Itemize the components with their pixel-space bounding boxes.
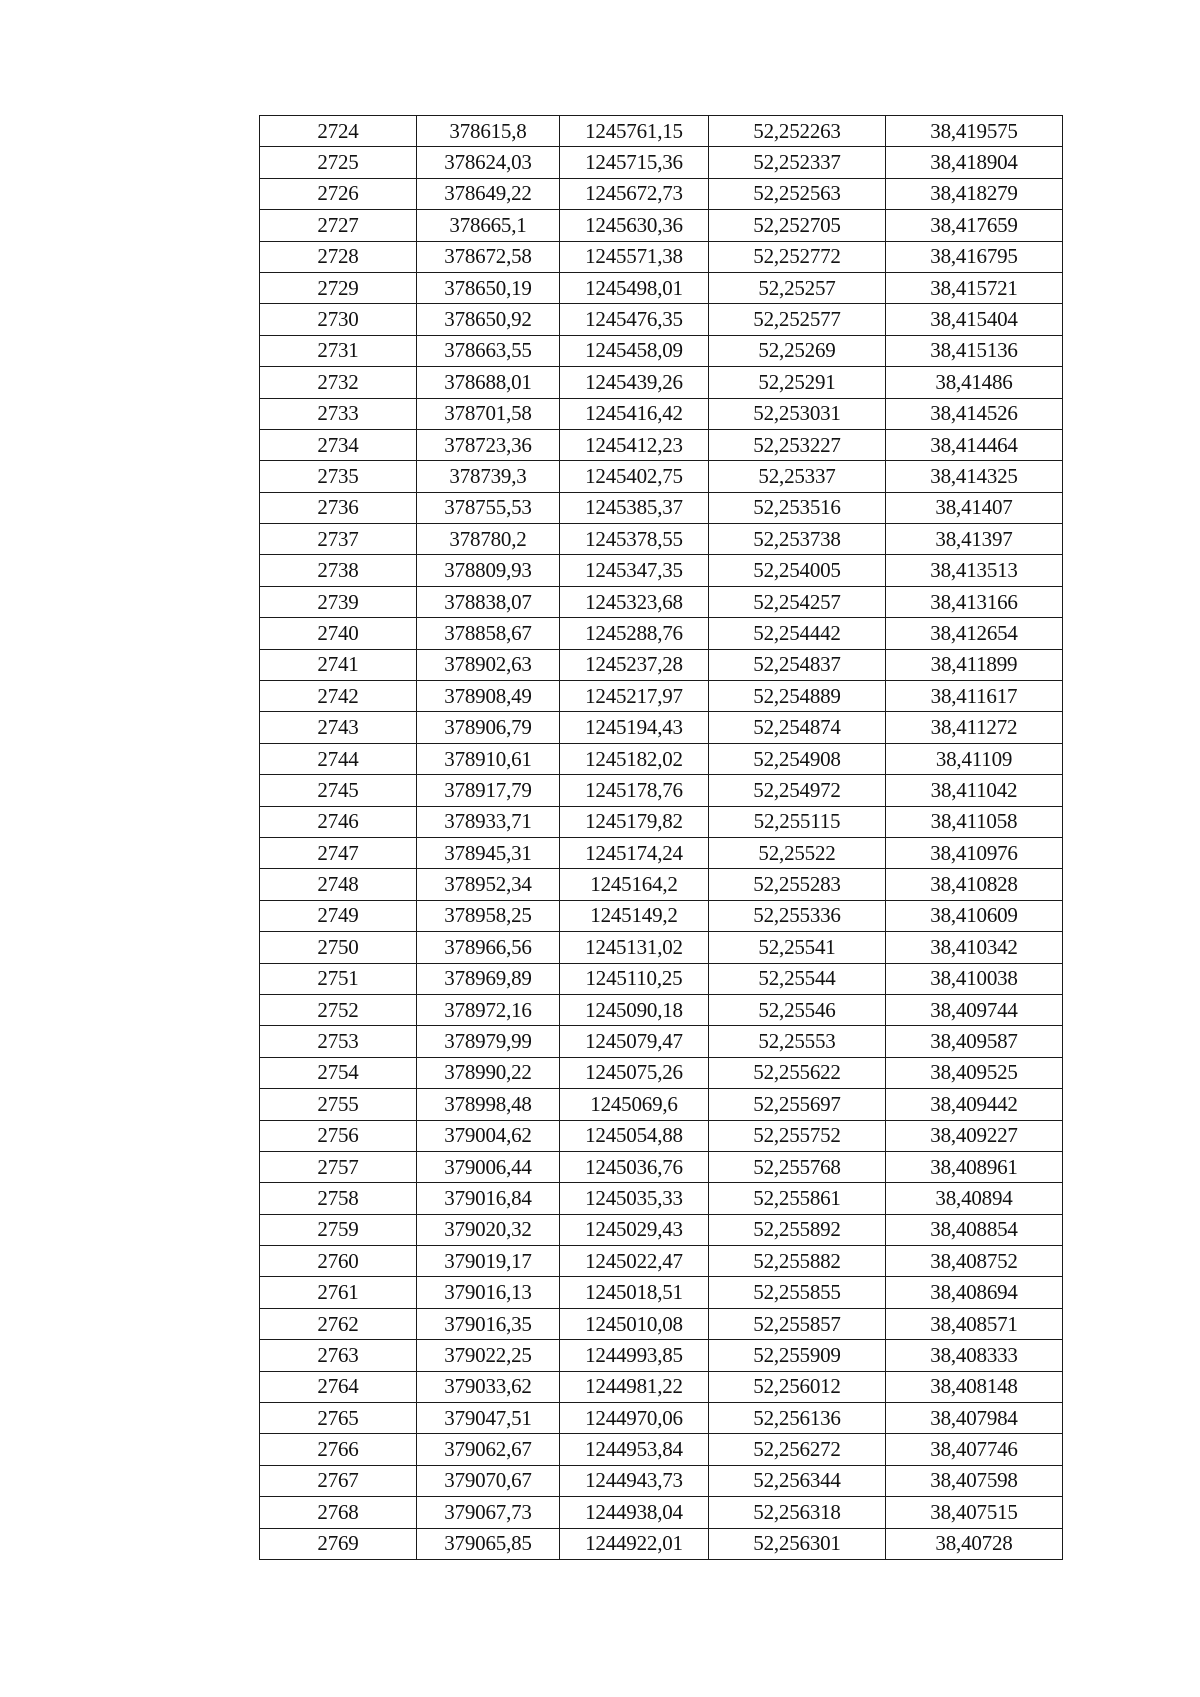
y-coordinate-cell: 1244993,85 (560, 1340, 709, 1371)
x-coordinate-cell: 378972,16 (417, 994, 560, 1025)
table-row (260, 963, 1063, 994)
point-number-cell: 2731 (260, 335, 417, 366)
table-row (260, 1246, 1063, 1277)
longitude-cell: 38,408148 (886, 1371, 1063, 1402)
table-row (260, 1465, 1063, 1496)
table-row (260, 1308, 1063, 1339)
latitude-cell: 52,253516 (709, 492, 886, 523)
x-coordinate-cell: 379047,51 (417, 1403, 560, 1434)
y-coordinate-cell: 1245458,09 (560, 335, 709, 366)
x-coordinate-cell: 379070,67 (417, 1465, 560, 1496)
y-coordinate-cell: 1245035,33 (560, 1183, 709, 1214)
point-number-cell: 2760 (260, 1246, 417, 1277)
y-coordinate-cell: 1245174,24 (560, 837, 709, 868)
latitude-cell: 52,254837 (709, 649, 886, 680)
longitude-cell: 38,408752 (886, 1246, 1063, 1277)
table-row (260, 178, 1063, 209)
longitude-cell: 38,408961 (886, 1151, 1063, 1182)
y-coordinate-cell: 1245079,47 (560, 1026, 709, 1057)
latitude-cell: 52,255752 (709, 1120, 886, 1151)
latitude-cell: 52,255861 (709, 1183, 886, 1214)
table-row (260, 994, 1063, 1025)
x-coordinate-cell: 379022,25 (417, 1340, 560, 1371)
x-coordinate-cell: 378990,22 (417, 1057, 560, 1088)
point-number-cell: 2735 (260, 461, 417, 492)
x-coordinate-cell: 378723,36 (417, 429, 560, 460)
point-number-cell: 2749 (260, 900, 417, 931)
longitude-cell: 38,411058 (886, 806, 1063, 837)
table-row (260, 1403, 1063, 1434)
point-number-cell: 2729 (260, 272, 417, 303)
point-number-cell: 2767 (260, 1465, 417, 1496)
latitude-cell: 52,25337 (709, 461, 886, 492)
point-number-cell: 2734 (260, 429, 417, 460)
y-coordinate-cell: 1245029,43 (560, 1214, 709, 1245)
latitude-cell: 52,256272 (709, 1434, 886, 1465)
latitude-cell: 52,254005 (709, 555, 886, 586)
latitude-cell: 52,25257 (709, 272, 886, 303)
point-number-cell: 2757 (260, 1151, 417, 1182)
table-row (260, 618, 1063, 649)
longitude-cell: 38,407515 (886, 1497, 1063, 1528)
x-coordinate-cell: 378755,53 (417, 492, 560, 523)
y-coordinate-cell: 1245179,82 (560, 806, 709, 837)
x-coordinate-cell: 378624,03 (417, 147, 560, 178)
y-coordinate-cell: 1245018,51 (560, 1277, 709, 1308)
point-number-cell: 2742 (260, 681, 417, 712)
latitude-cell: 52,255882 (709, 1246, 886, 1277)
table-row (260, 806, 1063, 837)
table-row (260, 649, 1063, 680)
table-row (260, 586, 1063, 617)
latitude-cell: 52,252563 (709, 178, 886, 209)
y-coordinate-cell: 1245164,2 (560, 869, 709, 900)
point-number-cell: 2769 (260, 1528, 417, 1559)
table-row (260, 869, 1063, 900)
point-number-cell: 2762 (260, 1308, 417, 1339)
x-coordinate-cell: 378858,67 (417, 618, 560, 649)
x-coordinate-cell: 378917,79 (417, 775, 560, 806)
y-coordinate-cell: 1245288,76 (560, 618, 709, 649)
table-row (260, 775, 1063, 806)
table-row (260, 1340, 1063, 1371)
longitude-cell: 38,409587 (886, 1026, 1063, 1057)
table-row (260, 1371, 1063, 1402)
y-coordinate-cell: 1245439,26 (560, 367, 709, 398)
longitude-cell: 38,418904 (886, 147, 1063, 178)
latitude-cell: 52,255115 (709, 806, 886, 837)
longitude-cell: 38,40894 (886, 1183, 1063, 1214)
point-number-cell: 2727 (260, 210, 417, 241)
longitude-cell: 38,412654 (886, 618, 1063, 649)
x-coordinate-cell: 378906,79 (417, 712, 560, 743)
latitude-cell: 52,252772 (709, 241, 886, 272)
longitude-cell: 38,409744 (886, 994, 1063, 1025)
point-number-cell: 2726 (260, 178, 417, 209)
latitude-cell: 52,253031 (709, 398, 886, 429)
latitude-cell: 52,255909 (709, 1340, 886, 1371)
table-row (260, 492, 1063, 523)
y-coordinate-cell: 1244922,01 (560, 1528, 709, 1559)
longitude-cell: 38,407598 (886, 1465, 1063, 1496)
x-coordinate-cell: 378958,25 (417, 900, 560, 931)
point-number-cell: 2743 (260, 712, 417, 743)
x-coordinate-cell: 379062,67 (417, 1434, 560, 1465)
latitude-cell: 52,255857 (709, 1308, 886, 1339)
longitude-cell: 38,410828 (886, 869, 1063, 900)
table-row (260, 1026, 1063, 1057)
point-number-cell: 2736 (260, 492, 417, 523)
latitude-cell: 52,255622 (709, 1057, 886, 1088)
point-number-cell: 2759 (260, 1214, 417, 1245)
y-coordinate-cell: 1244943,73 (560, 1465, 709, 1496)
y-coordinate-cell: 1245149,2 (560, 900, 709, 931)
longitude-cell: 38,409227 (886, 1120, 1063, 1151)
x-coordinate-cell: 378615,8 (417, 116, 560, 147)
y-coordinate-cell: 1245498,01 (560, 272, 709, 303)
y-coordinate-cell: 1245182,02 (560, 743, 709, 774)
longitude-cell: 38,410609 (886, 900, 1063, 931)
table-row (260, 304, 1063, 335)
latitude-cell: 52,254442 (709, 618, 886, 649)
y-coordinate-cell: 1245476,35 (560, 304, 709, 335)
point-number-cell: 2753 (260, 1026, 417, 1057)
longitude-cell: 38,408571 (886, 1308, 1063, 1339)
y-coordinate-cell: 1244981,22 (560, 1371, 709, 1402)
table-row (260, 1057, 1063, 1088)
x-coordinate-cell: 379016,13 (417, 1277, 560, 1308)
point-number-cell: 2728 (260, 241, 417, 272)
x-coordinate-cell: 378969,89 (417, 963, 560, 994)
x-coordinate-cell: 378998,48 (417, 1089, 560, 1120)
longitude-cell: 38,417659 (886, 210, 1063, 241)
x-coordinate-cell: 378701,58 (417, 398, 560, 429)
longitude-cell: 38,414464 (886, 429, 1063, 460)
x-coordinate-cell: 378910,61 (417, 743, 560, 774)
latitude-cell: 52,25291 (709, 367, 886, 398)
table-row (260, 1120, 1063, 1151)
longitude-cell: 38,410976 (886, 837, 1063, 868)
point-number-cell: 2764 (260, 1371, 417, 1402)
latitude-cell: 52,253738 (709, 524, 886, 555)
y-coordinate-cell: 1245022,47 (560, 1246, 709, 1277)
latitude-cell: 52,253227 (709, 429, 886, 460)
latitude-cell: 52,25522 (709, 837, 886, 868)
table-row (260, 272, 1063, 303)
x-coordinate-cell: 378665,1 (417, 210, 560, 241)
longitude-cell: 38,416795 (886, 241, 1063, 272)
point-number-cell: 2741 (260, 649, 417, 680)
x-coordinate-cell: 378688,01 (417, 367, 560, 398)
y-coordinate-cell: 1245571,38 (560, 241, 709, 272)
point-number-cell: 2738 (260, 555, 417, 586)
longitude-cell: 38,408333 (886, 1340, 1063, 1371)
x-coordinate-cell: 379020,32 (417, 1214, 560, 1245)
latitude-cell: 52,25553 (709, 1026, 886, 1057)
latitude-cell: 52,255697 (709, 1089, 886, 1120)
x-coordinate-cell: 379004,62 (417, 1120, 560, 1151)
x-coordinate-cell: 378933,71 (417, 806, 560, 837)
table-row (260, 367, 1063, 398)
longitude-cell: 38,411617 (886, 681, 1063, 712)
longitude-cell: 38,411899 (886, 649, 1063, 680)
y-coordinate-cell: 1244938,04 (560, 1497, 709, 1528)
table-row (260, 900, 1063, 931)
point-number-cell: 2748 (260, 869, 417, 900)
longitude-cell: 38,419575 (886, 116, 1063, 147)
y-coordinate-cell: 1245715,36 (560, 147, 709, 178)
latitude-cell: 52,252577 (709, 304, 886, 335)
longitude-cell: 38,410038 (886, 963, 1063, 994)
table-row (260, 1497, 1063, 1528)
y-coordinate-cell: 1245378,55 (560, 524, 709, 555)
y-coordinate-cell: 1245672,73 (560, 178, 709, 209)
y-coordinate-cell: 1245090,18 (560, 994, 709, 1025)
table-row (260, 712, 1063, 743)
table-row (260, 681, 1063, 712)
y-coordinate-cell: 1245323,68 (560, 586, 709, 617)
point-number-cell: 2754 (260, 1057, 417, 1088)
table-row (260, 1528, 1063, 1559)
longitude-cell: 38,409525 (886, 1057, 1063, 1088)
longitude-cell: 38,41109 (886, 743, 1063, 774)
x-coordinate-cell: 379016,35 (417, 1308, 560, 1339)
longitude-cell: 38,415404 (886, 304, 1063, 335)
longitude-cell: 38,41397 (886, 524, 1063, 555)
y-coordinate-cell: 1245054,88 (560, 1120, 709, 1151)
x-coordinate-cell: 378952,34 (417, 869, 560, 900)
table-row (260, 1434, 1063, 1465)
x-coordinate-cell: 379019,17 (417, 1246, 560, 1277)
table-row (260, 1214, 1063, 1245)
latitude-cell: 52,256318 (709, 1497, 886, 1528)
x-coordinate-cell: 378908,49 (417, 681, 560, 712)
y-coordinate-cell: 1245075,26 (560, 1057, 709, 1088)
table-row (260, 429, 1063, 460)
x-coordinate-cell: 378979,99 (417, 1026, 560, 1057)
y-coordinate-cell: 1245630,36 (560, 210, 709, 241)
point-number-cell: 2737 (260, 524, 417, 555)
latitude-cell: 52,256301 (709, 1528, 886, 1559)
table-row (260, 147, 1063, 178)
latitude-cell: 52,252263 (709, 116, 886, 147)
x-coordinate-cell: 378780,2 (417, 524, 560, 555)
x-coordinate-cell: 378838,07 (417, 586, 560, 617)
x-coordinate-cell: 378809,93 (417, 555, 560, 586)
x-coordinate-cell: 378739,3 (417, 461, 560, 492)
longitude-cell: 38,414526 (886, 398, 1063, 429)
y-coordinate-cell: 1245237,28 (560, 649, 709, 680)
point-number-cell: 2745 (260, 775, 417, 806)
longitude-cell: 38,407984 (886, 1403, 1063, 1434)
table-row (260, 210, 1063, 241)
coordinates-table-body (260, 116, 1063, 1560)
longitude-cell: 38,410342 (886, 932, 1063, 963)
latitude-cell: 52,25541 (709, 932, 886, 963)
point-number-cell: 2744 (260, 743, 417, 774)
longitude-cell: 38,415136 (886, 335, 1063, 366)
y-coordinate-cell: 1245416,42 (560, 398, 709, 429)
latitude-cell: 52,255768 (709, 1151, 886, 1182)
table-row (260, 555, 1063, 586)
point-number-cell: 2768 (260, 1497, 417, 1528)
y-coordinate-cell: 1245347,35 (560, 555, 709, 586)
point-number-cell: 2751 (260, 963, 417, 994)
longitude-cell: 38,41407 (886, 492, 1063, 523)
table-row (260, 524, 1063, 555)
point-number-cell: 2747 (260, 837, 417, 868)
latitude-cell: 52,254908 (709, 743, 886, 774)
latitude-cell: 52,25546 (709, 994, 886, 1025)
longitude-cell: 38,408854 (886, 1214, 1063, 1245)
latitude-cell: 52,256012 (709, 1371, 886, 1402)
longitude-cell: 38,411042 (886, 775, 1063, 806)
coordinates-table (259, 115, 1063, 1560)
longitude-cell: 38,414325 (886, 461, 1063, 492)
x-coordinate-cell: 378649,22 (417, 178, 560, 209)
table-row (260, 241, 1063, 272)
latitude-cell: 52,254874 (709, 712, 886, 743)
point-number-cell: 2733 (260, 398, 417, 429)
x-coordinate-cell: 378663,55 (417, 335, 560, 366)
latitude-cell: 52,256344 (709, 1465, 886, 1496)
point-number-cell: 2766 (260, 1434, 417, 1465)
longitude-cell: 38,409442 (886, 1089, 1063, 1120)
point-number-cell: 2752 (260, 994, 417, 1025)
y-coordinate-cell: 1245131,02 (560, 932, 709, 963)
point-number-cell: 2732 (260, 367, 417, 398)
longitude-cell: 38,41486 (886, 367, 1063, 398)
table-row (260, 335, 1063, 366)
y-coordinate-cell: 1245010,08 (560, 1308, 709, 1339)
x-coordinate-cell: 379016,84 (417, 1183, 560, 1214)
x-coordinate-cell: 378945,31 (417, 837, 560, 868)
point-number-cell: 2739 (260, 586, 417, 617)
x-coordinate-cell: 379006,44 (417, 1151, 560, 1182)
point-number-cell: 2758 (260, 1183, 417, 1214)
longitude-cell: 38,415721 (886, 272, 1063, 303)
table-row (260, 461, 1063, 492)
point-number-cell: 2761 (260, 1277, 417, 1308)
latitude-cell: 52,254972 (709, 775, 886, 806)
latitude-cell: 52,255855 (709, 1277, 886, 1308)
y-coordinate-cell: 1245110,25 (560, 963, 709, 994)
x-coordinate-cell: 378650,92 (417, 304, 560, 335)
longitude-cell: 38,413166 (886, 586, 1063, 617)
longitude-cell: 38,411272 (886, 712, 1063, 743)
point-number-cell: 2724 (260, 116, 417, 147)
latitude-cell: 52,255283 (709, 869, 886, 900)
longitude-cell: 38,40728 (886, 1528, 1063, 1559)
y-coordinate-cell: 1244970,06 (560, 1403, 709, 1434)
point-number-cell: 2763 (260, 1340, 417, 1371)
point-number-cell: 2746 (260, 806, 417, 837)
latitude-cell: 52,256136 (709, 1403, 886, 1434)
y-coordinate-cell: 1245217,97 (560, 681, 709, 712)
table-row (260, 837, 1063, 868)
latitude-cell: 52,252337 (709, 147, 886, 178)
latitude-cell: 52,25544 (709, 963, 886, 994)
table-row (260, 1183, 1063, 1214)
y-coordinate-cell: 1245036,76 (560, 1151, 709, 1182)
y-coordinate-cell: 1244953,84 (560, 1434, 709, 1465)
table-row (260, 1151, 1063, 1182)
latitude-cell: 52,255336 (709, 900, 886, 931)
table-row (260, 1277, 1063, 1308)
point-number-cell: 2740 (260, 618, 417, 649)
point-number-cell: 2750 (260, 932, 417, 963)
table-row (260, 1089, 1063, 1120)
longitude-cell: 38,413513 (886, 555, 1063, 586)
longitude-cell: 38,418279 (886, 178, 1063, 209)
latitude-cell: 52,255892 (709, 1214, 886, 1245)
latitude-cell: 52,25269 (709, 335, 886, 366)
y-coordinate-cell: 1245385,37 (560, 492, 709, 523)
x-coordinate-cell: 379067,73 (417, 1497, 560, 1528)
x-coordinate-cell: 378672,58 (417, 241, 560, 272)
table-row (260, 116, 1063, 147)
x-coordinate-cell: 379065,85 (417, 1528, 560, 1559)
latitude-cell: 52,254889 (709, 681, 886, 712)
y-coordinate-cell: 1245761,15 (560, 116, 709, 147)
y-coordinate-cell: 1245412,23 (560, 429, 709, 460)
table-row (260, 398, 1063, 429)
table-row (260, 743, 1063, 774)
x-coordinate-cell: 379033,62 (417, 1371, 560, 1402)
point-number-cell: 2765 (260, 1403, 417, 1434)
point-number-cell: 2725 (260, 147, 417, 178)
x-coordinate-cell: 378966,56 (417, 932, 560, 963)
y-coordinate-cell: 1245178,76 (560, 775, 709, 806)
x-coordinate-cell: 378650,19 (417, 272, 560, 303)
longitude-cell: 38,407746 (886, 1434, 1063, 1465)
point-number-cell: 2755 (260, 1089, 417, 1120)
y-coordinate-cell: 1245194,43 (560, 712, 709, 743)
longitude-cell: 38,408694 (886, 1277, 1063, 1308)
latitude-cell: 52,252705 (709, 210, 886, 241)
point-number-cell: 2730 (260, 304, 417, 335)
y-coordinate-cell: 1245069,6 (560, 1089, 709, 1120)
table-row (260, 932, 1063, 963)
point-number-cell: 2756 (260, 1120, 417, 1151)
y-coordinate-cell: 1245402,75 (560, 461, 709, 492)
x-coordinate-cell: 378902,63 (417, 649, 560, 680)
latitude-cell: 52,254257 (709, 586, 886, 617)
